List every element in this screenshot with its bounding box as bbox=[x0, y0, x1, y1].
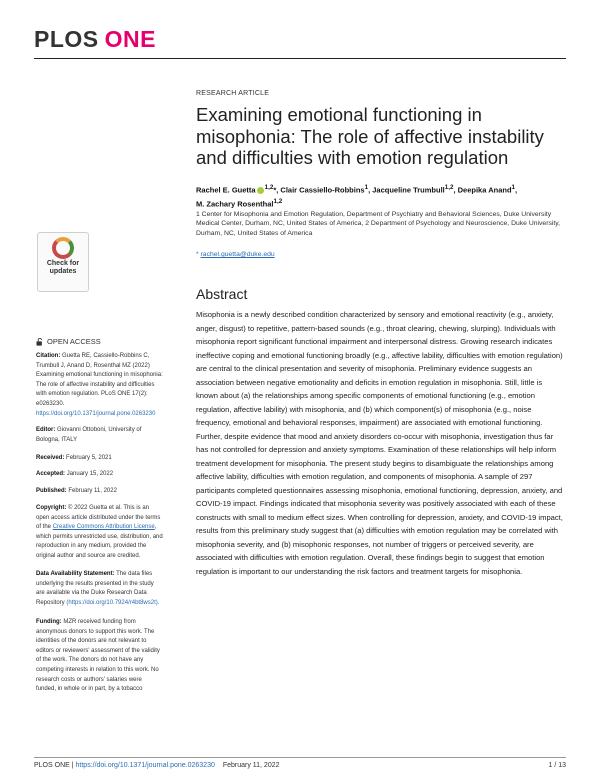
corresponding-mark: * bbox=[273, 185, 277, 195]
data-availability-label: Data Availability Statement: bbox=[36, 571, 115, 577]
published-label: Published: bbox=[36, 488, 67, 494]
author-sup: 1,2 bbox=[273, 198, 283, 205]
license-link[interactable]: Creative Commons Attribution License bbox=[52, 524, 155, 531]
author-sup: 1 bbox=[511, 184, 516, 191]
author-sup: 1,2 bbox=[444, 184, 454, 191]
footer-doi-link[interactable]: https://doi.org/10.1371/journal.pone.0263230 bbox=[75, 762, 215, 769]
badge-line1: Check for bbox=[46, 260, 80, 267]
footer-journal: PLOS ONE bbox=[34, 762, 70, 769]
check-for-updates-badge[interactable] bbox=[37, 232, 89, 292]
editor-block bbox=[36, 426, 163, 445]
affiliations: 1 Center for Misophonia and Emotion Regulation, Department of Psychiatry and Behavioral Sciences, Duke University Medical Center, Durham, NC, United States of America, 2 Department of Psychology and Neuroscience, Duke University, Durham, NC, United States of America bbox=[196, 211, 561, 237]
data-repository-link[interactable]: (https://doi.org/10.7924/r4bt8ws2t). bbox=[66, 599, 160, 606]
author-name[interactable]: , Clair Cassiello-Robbins bbox=[276, 185, 365, 195]
copyright-block bbox=[36, 504, 163, 562]
citation-text: Guetta RE, Cassiello-Robbins C, Trumbull J, Anand D, Rosenthal MZ (2022) Examining emotional functioning in misophonia: The role of affective instability and difficulties with emotion regulation. PLoS ONE 17(2): e0263230. bbox=[36, 353, 163, 407]
journal-logo-plos: PLOS bbox=[34, 26, 99, 52]
badge-line2: updates bbox=[49, 268, 77, 275]
article-type: RESEARCH ARTICLE bbox=[196, 90, 270, 97]
email-link[interactable]: rachel.guetta@duke.edu bbox=[200, 251, 275, 258]
funding-text: MZR received funding from anonymous donors to support this work. The identities of the donors are not relevant to editors or reviewers' assessment of the validity of the work. The donors do not have any competing interests in relation to this work. No research costs or authors' salaries were funded, in whole or in part, by a tobacco bbox=[36, 619, 160, 693]
journal-logo-one: ONE bbox=[104, 26, 156, 52]
open-access-text: OPEN ACCESS bbox=[47, 337, 101, 346]
page-footer bbox=[34, 762, 566, 769]
received-label: Received: bbox=[36, 455, 65, 461]
author-name[interactable]: Rachel E. Guetta bbox=[196, 185, 256, 195]
author-list: Rachel E. Guetta $^{1,2}$*, Clair Cassiello-Robbins$^1$, Jacqueline Trumbull$^{1,2}$, Deepika Anand$^1$, M. Zachary Rosenthal$^{1,2}$ bbox=[196, 184, 518, 209]
footer-separator: | bbox=[69, 762, 76, 769]
citation-label: Citation: bbox=[36, 353, 61, 359]
journal-logo[interactable] bbox=[34, 26, 156, 53]
received-date: February 5, 2021 bbox=[66, 455, 112, 461]
received-block bbox=[36, 454, 163, 464]
published-block bbox=[36, 487, 163, 497]
funding-label: Funding: bbox=[36, 619, 62, 625]
open-lock-icon bbox=[36, 338, 43, 346]
editor-label: Editor: bbox=[36, 427, 56, 433]
footer-date: February 11, 2022 bbox=[222, 762, 280, 769]
copyright-text: © 2022 Guetta et al. This is an open access article distributed under the terms of the bbox=[36, 505, 161, 531]
accepted-block bbox=[36, 470, 163, 480]
accepted-label: Accepted: bbox=[36, 471, 66, 477]
author-sup: 1,2 bbox=[264, 184, 274, 191]
author-name[interactable]: M. Zachary Rosenthal bbox=[196, 199, 274, 209]
footer-divider bbox=[34, 757, 566, 758]
corresponding-email[interactable] bbox=[196, 251, 566, 258]
accepted-date: January 15, 2022 bbox=[66, 471, 114, 477]
funding-block bbox=[36, 618, 163, 695]
open-access-label bbox=[36, 337, 101, 346]
citation-doi-link[interactable]: https://doi.org/10.1371/journal.pone.0263230 bbox=[36, 410, 156, 417]
copyright-label: Copyright: bbox=[36, 505, 67, 511]
citation-block bbox=[36, 352, 163, 419]
orcid-icon[interactable] bbox=[257, 187, 264, 194]
data-availability-text: The data files underlying the results presented in the study are available via the Duke Research Data Repository bbox=[36, 571, 154, 606]
data-availability-block bbox=[36, 570, 163, 608]
abstract-text: Misophonia is a newly described condition characterized by sensory and emotional reactivity (e.g., anxiety, anger, disgust) to repetitive, pattern-based sounds (e.g., throat clearing, chewing, slurping). Individuals with misophonia report significant functional impairment and interpersonal distress. Growing research indicates ineffective coping and emotional functioning broadly (e.g., affective lability, difficulties with emotion regulation) are central to the clinical presentation and severity of misophonia. Preliminary evidence suggests an association between negative emotionality and deficits in emotion regulation in misophonia. Still, little is known about (a) the relationships among specific components of emotional functioning (e.g., emotion regulation, affective lability) with misophonia, and (b) which component(s) of misophonia (e.g., noise frequency, emotional and behavioral responses, impairment) are associated with emotional functioning. Further, despite evidence that mood and anxiety disorders co-occur with misophonia, investigation thus far has not controlled for depression and anxiety symptoms. Examination of these relationships will help inform treatment development for misophonia. The present study begins to disambiguate the relationships among affective lability, difficulties with emotion regulation, and components of misophonia. A sample of 297 participants completed questionnaires assessing misophonia, emotional functioning, depression, anxiety, and COVID-19 impact. Findings indicated that misophonia severity was positively associated with each of these constructs with small to medium effect sizes. When controlling for depression, anxiety, and COVID-19 impact, results from this preliminary study suggest that (a) difficulties with emotion regulation may be correlated with misophonia severity, and (b) misophonic responses, not number of triggers or perceived severity, are associated with difficulties with emotion regulation. Overall, these findings begin to suggest that emotion regulation is important to our understanding the risk factors and treatment targets for misophonia. bbox=[196, 310, 563, 576]
check-updates-icon bbox=[52, 237, 74, 259]
abstract-heading: Abstract bbox=[196, 286, 248, 302]
author-name[interactable]: , Jacqueline Trumbull bbox=[368, 185, 445, 195]
article-title: Examining emotional functioning in misophonia: The role of affective instability and difficulties with emotion regulation bbox=[196, 104, 544, 168]
published-date: February 11, 2022 bbox=[68, 488, 117, 494]
header-divider bbox=[34, 58, 566, 59]
editor-text: Giovanni Ottoboni, University of Bologna, ITALY bbox=[36, 427, 142, 443]
author-sup: 1 bbox=[364, 184, 369, 191]
author-name[interactable]: , Deepika Anand bbox=[453, 185, 512, 195]
page-number: 1 / 13 bbox=[548, 762, 566, 769]
copyright-text-2: , which permits unrestricted use, distribution, and reproduction in any medium, provided the original author and source are credited. bbox=[36, 524, 163, 559]
email-marker: * bbox=[196, 251, 199, 258]
